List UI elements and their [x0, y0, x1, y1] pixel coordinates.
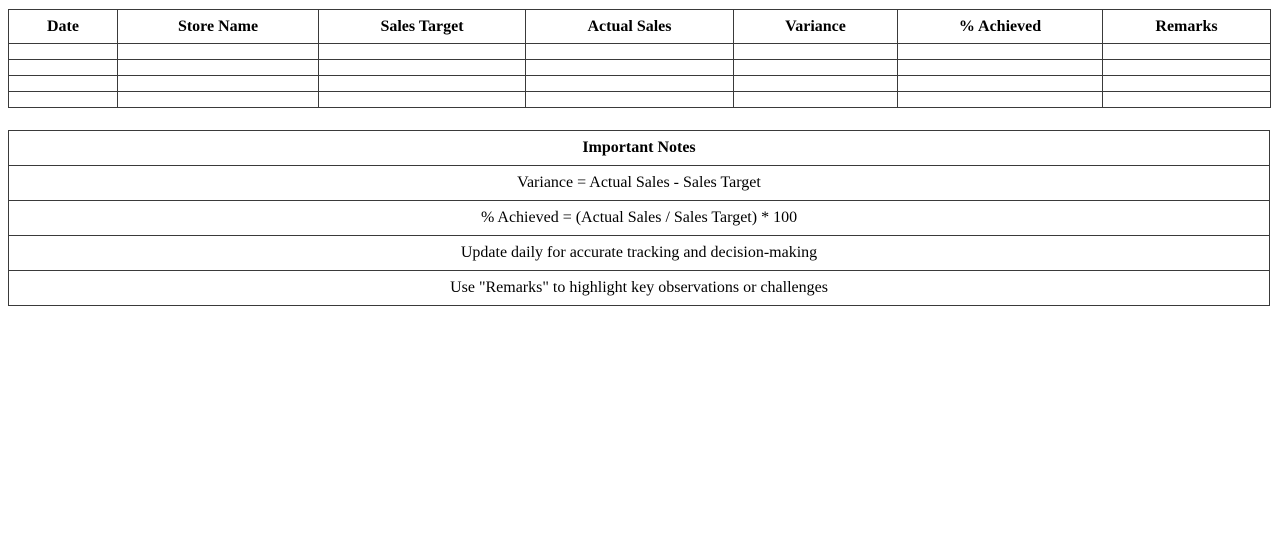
- cell-variance[interactable]: [734, 76, 898, 92]
- column-header-store-name: Store Name: [118, 10, 319, 44]
- note-variance-formula: Variance = Actual Sales - Sales Target: [9, 166, 1270, 201]
- cell-remarks[interactable]: [1103, 60, 1271, 76]
- notes-title: Important Notes: [9, 131, 1270, 166]
- cell-sales-target[interactable]: [319, 92, 526, 108]
- note-remarks-usage: Use "Remarks" to highlight key observations or challenges: [9, 271, 1270, 306]
- cell-store-name[interactable]: [118, 76, 319, 92]
- cell-store-name[interactable]: [118, 60, 319, 76]
- cell-actual-sales[interactable]: [526, 92, 734, 108]
- table-row: [9, 76, 1271, 92]
- notes-header-row: [9, 131, 1270, 166]
- table-row: [9, 60, 1271, 76]
- cell-variance[interactable]: [734, 44, 898, 60]
- cell-remarks[interactable]: [1103, 92, 1271, 108]
- cell-percent-achieved[interactable]: [898, 76, 1103, 92]
- cell-sales-target[interactable]: [319, 76, 526, 92]
- note-percent-achieved-formula: % Achieved = (Actual Sales / Sales Target) * 100: [9, 201, 1270, 236]
- cell-percent-achieved[interactable]: [898, 92, 1103, 108]
- column-header-percent-achieved: % Achieved: [898, 10, 1103, 44]
- cell-actual-sales[interactable]: [526, 76, 734, 92]
- table-row: [9, 44, 1271, 60]
- cell-actual-sales[interactable]: [526, 44, 734, 60]
- column-header-actual-sales: Actual Sales: [526, 10, 734, 44]
- important-notes-table: [8, 130, 1270, 306]
- note-row: [9, 236, 1270, 271]
- column-header-remarks: Remarks: [1103, 10, 1271, 44]
- cell-date[interactable]: [9, 60, 118, 76]
- header-row: [9, 10, 1271, 44]
- cell-sales-target[interactable]: [319, 44, 526, 60]
- cell-percent-achieved[interactable]: [898, 44, 1103, 60]
- cell-date[interactable]: [9, 44, 118, 60]
- cell-store-name[interactable]: [118, 44, 319, 60]
- cell-variance[interactable]: [734, 92, 898, 108]
- cell-store-name[interactable]: [118, 92, 319, 108]
- cell-remarks[interactable]: [1103, 76, 1271, 92]
- cell-sales-target[interactable]: [319, 60, 526, 76]
- cell-variance[interactable]: [734, 60, 898, 76]
- cell-remarks[interactable]: [1103, 44, 1271, 60]
- sales-tracking-table: [8, 9, 1271, 108]
- note-row: [9, 166, 1270, 201]
- cell-actual-sales[interactable]: [526, 60, 734, 76]
- note-row: [9, 271, 1270, 306]
- cell-date[interactable]: [9, 92, 118, 108]
- table-row: [9, 92, 1271, 108]
- column-header-variance: Variance: [734, 10, 898, 44]
- cell-percent-achieved[interactable]: [898, 60, 1103, 76]
- column-header-sales-target: Sales Target: [319, 10, 526, 44]
- cell-date[interactable]: [9, 76, 118, 92]
- note-update-daily: Update daily for accurate tracking and decision-making: [9, 236, 1270, 271]
- column-header-date: Date: [9, 10, 118, 44]
- note-row: [9, 201, 1270, 236]
